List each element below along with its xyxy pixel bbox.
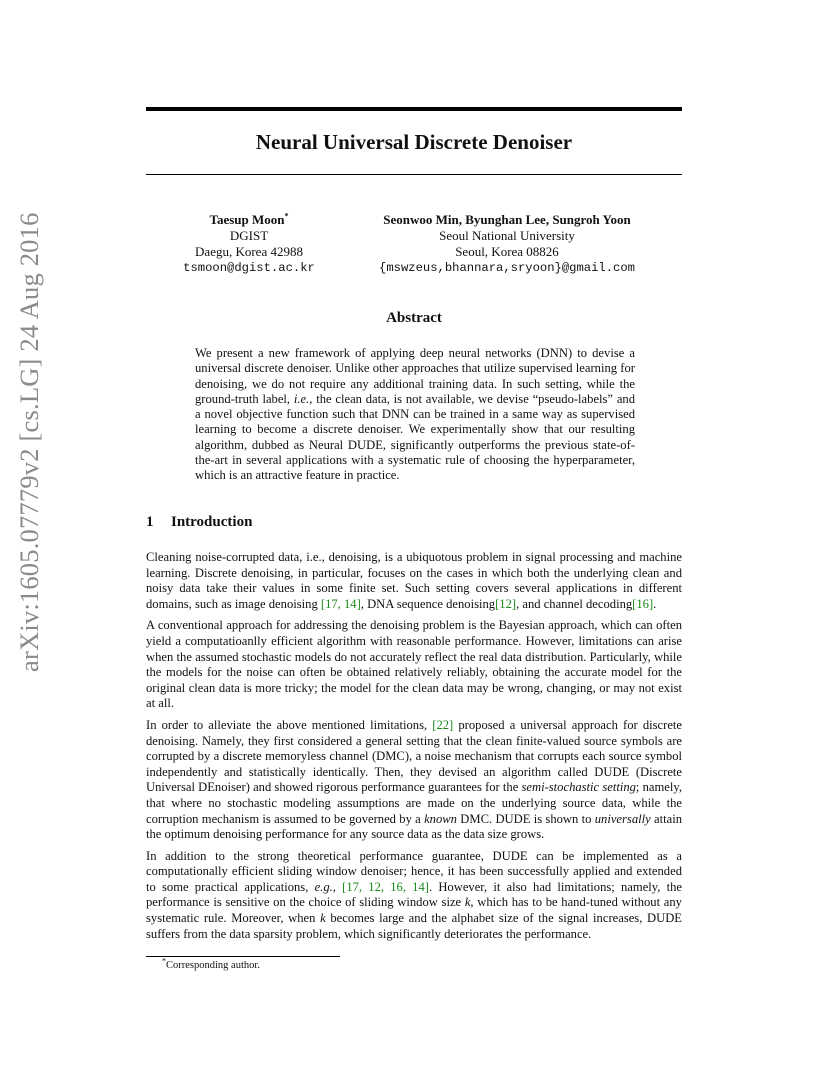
author-affiliation: DGIST <box>229 228 269 243</box>
paragraph-1: Cleaning noise-corrupted data, i.e., denoising, is a ubiquotous problem in signal processing and machine learning. Discrete denoising, in particular, focuses on the cases in which both the underlying clean and noisy data take their values in some finite set. Such setting covers several applications in different domains, such as image denoising [17, 14], DNA sequence denoising[12], and channel decoding[16]. <box>146 550 682 611</box>
citation-link[interactable]: [16] <box>632 596 654 611</box>
title-top-rule <box>146 107 682 111</box>
citation-link[interactable]: [12] <box>495 596 517 611</box>
section-heading <box>146 514 252 531</box>
paragraph-2: A conventional approach for addressing the denoising problem is the Bayesian approach, which can often yield a computatioanlly efficient algorithm with reasonable performance. However, limitations can arise when the assumed stochastic models do not accurately reflect the real data distribution. Particularly, while the models for the noise can often be obtained relatively reliably, obtaining the accurate model for the original clean data is more tricky; the model for the clean data may be wrong, changing, or may not exist at all. <box>146 618 682 711</box>
abstract-heading: Abstract <box>386 310 442 326</box>
paragraph-4: In addition to the strong theoretical performance guarantee, DUDE can be implemented as a computationally efficient sliding window denoiser; hence, it has been successfully applied and extended to some practical applications, e.g., [17, 12, 16, 14]. However, it also had limitations; namely, the performance is sensitive on the choice of sliding window size k, which has to be hand-tuned without any systematic rule. Moreover, when k becomes large and the alphabet size of the signal increases, DUDE suffers from the data sparsity problem, which significantly deteriorates the performance. <box>146 848 683 941</box>
title-bottom-rule <box>146 174 682 175</box>
paragraph-3: In order to alleviate the above mentioned limitations, [22] proposed a universal approach for discrete denoising. Namely, they first considered a general setting that the clean finite-valued source symbols are corrupted by a discrete memoryless channel (DMC), a noise mechanism that corrupts each source symbol independently and statistically identically. Then, they devised an algorithm called DUDE (Discrete Universal DEnoiser) and showed rigorous performance guarantees for the semi-stochastic setting; namely, that where no stochastic modeling assumptions are made on the underlying source data, while the corruption mechanism is assumed to be governed by a known DMC. DUDE is shown to universally attain the optimum denoising performance for any source data as the data size grows. <box>146 717 683 842</box>
footnote: *Corresponding author. <box>162 956 260 971</box>
author-address: Daegu, Korea 42988 <box>195 244 303 259</box>
author-block-2 <box>360 212 654 276</box>
abstract-text: We present a new framework of applying deep neural networks (DNN) to devise a universal discrete denoiser. Unlike other approaches that utilize supervised learning for denoising, we do not require any additional training data. In such setting, while the ground-truth label, i.e., the clean data, is not available, we devise “pseudo-labels” and a novel objective function such that DNN can be trained in a same way as supervised learning to become a discrete denoiser. We experimentally show that our resulting algorithm, dubbed as Neural DUDE, significantly outperforms the previous state-of-the-art in several applications with a systematic rule of choosing the hyperparameter, which is an attractive feature in practice. <box>195 346 636 483</box>
author-affiliation: Seoul National University <box>439 228 575 243</box>
author-name: Taesup Moon* <box>209 211 289 227</box>
footnote-rule <box>146 956 340 957</box>
introduction-body <box>146 550 682 948</box>
section-number: 1 <box>146 514 154 530</box>
author-block-1 <box>165 212 333 276</box>
author-address: Seoul, Korea 08826 <box>455 244 559 259</box>
citation-link[interactable]: [17, 12, 16, 14] <box>342 879 429 894</box>
section-title: Introduction <box>171 514 253 530</box>
arxiv-identifier-stamp: arXiv:1605.07779v2 [cs.LG] 24 Aug 2016 <box>14 212 44 672</box>
paper-title: Neural Universal Discrete Denoiser <box>255 130 573 154</box>
citation-link[interactable]: [17, 14] <box>320 596 361 611</box>
author-email: tsmoon@dgist.ac.kr <box>183 261 315 275</box>
citation-link[interactable]: [22] <box>432 717 454 732</box>
author-email: {mswzeus,bhannara,sryoon}@gmail.com <box>379 261 635 275</box>
author-name: Seonwoo Min, Byunghan Lee, Sungroh Yoon <box>383 212 631 227</box>
